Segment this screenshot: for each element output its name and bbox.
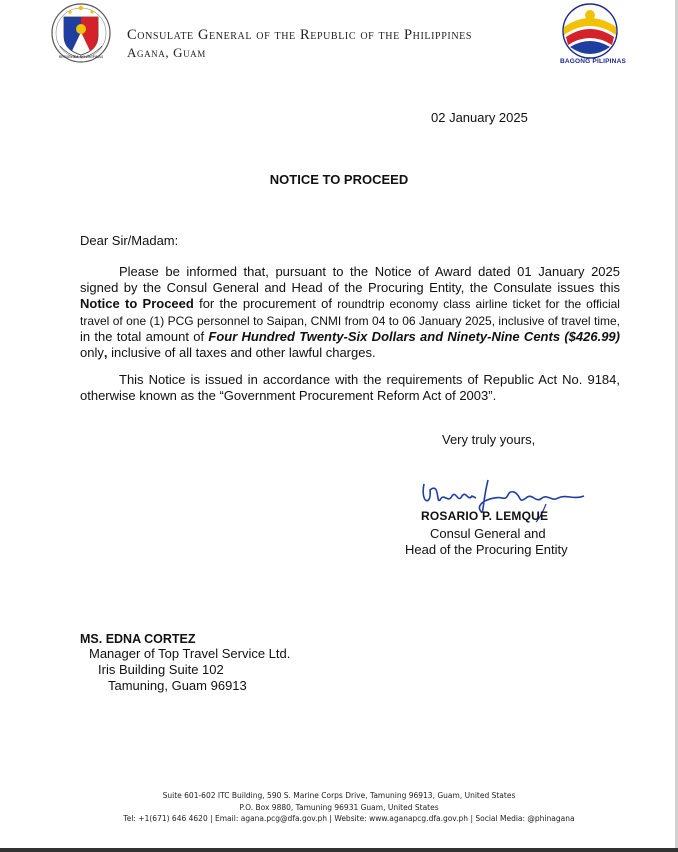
signer-name: ROSARIO P. LEMQUE: [421, 509, 549, 523]
footer-po-box: P.O. Box 9880, Tamuning 96931 Guam, United States: [239, 802, 439, 812]
p1-intro: Please be informed that, pursuant to the Notice of Award dated 01 January 2025 signed by the Consul General and Head of the Procuring Entity, the Consulate issues this: [80, 264, 620, 296]
recipient-address-2: Tamuning, Guam 96913: [108, 678, 247, 693]
bagong-pilipinas-label: BAGONG PILIPINAS: [559, 58, 627, 65]
footer: [0, 790, 678, 825]
header-location: Agana, Guam: [127, 45, 206, 60]
svg-text:REPUBLIKA NG PILIPINAS: REPUBLIKA NG PILIPINAS: [58, 55, 104, 59]
philippine-seal-icon: [50, 2, 112, 64]
document-title: NOTICE TO PROCEED: [269, 172, 409, 187]
p1-bold-phrase: Notice to Proceed: [80, 296, 194, 312]
footer-address: Suite 601-602 ITC Building, 590 S. Marine Corps Drive, Tamuning 96913, Guam, United States: [162, 791, 516, 800]
recipient-name: MS. EDNA CORTEZ: [80, 632, 196, 646]
p1-procurement-details: roundtrip economy class airline ticket for the official travel of one (1) PCG personnel to Saipan, CNMI from 04 to 06 January 2025, inclusive of travel time,: [80, 297, 620, 328]
page-bottom-border: [0, 848, 678, 852]
signer-title-2: Head of the Procuring Entity: [405, 542, 568, 557]
body-paragraph-1: Please be informed that, pursuant to the Notice of Award dated 01 January 2025 signed by the Consul General and Head of the Procuring Entity, the Consulate issues this Notice to Proceed for the procurement of roundtrip economy class airline ticket for the official travel of one (1) PCG personnel to Saipan, CNMI from 04 to 06 January 2025, inclusive of travel time, in the total amount of Four Hundred Twenty-Six Dollars and Ninety-Nine Cents ($426.99) only, inclusive of all taxes and other lawful charges.: [80, 264, 620, 361]
recipient-position: Manager of Top Travel Service Ltd.: [89, 646, 291, 661]
salutation: Dear Sir/Madam:: [80, 233, 179, 248]
recipient-address-1: Iris Building Suite 102: [98, 662, 224, 677]
letter-date: 02 January 2025: [431, 110, 528, 125]
body-paragraph-2: This Notice is issued in accordance with the requirements of Republic Act No. 9184, otherwise known as the “Government Procurement Reform Act of 2003”.: [80, 372, 620, 404]
header-title: Consulate General of the Republic of the Philippines: [127, 27, 473, 43]
p1-amount: Four Hundred Twenty-Six Dollars and Ninety-Nine Cents ($426.99): [208, 328, 620, 344]
bagong-pilipinas-logo-icon: [560, 3, 620, 59]
signer-title-1: Consul General and: [430, 526, 546, 541]
closing: Very truly yours,: [442, 432, 536, 447]
footer-contacts: Tel: +1(671) 646 4620 | Email: agana.pcg@dfa.gov.ph | Website: www.aganapcg.dfa.gov.ph | Social Media: @phinagana: [123, 814, 575, 823]
